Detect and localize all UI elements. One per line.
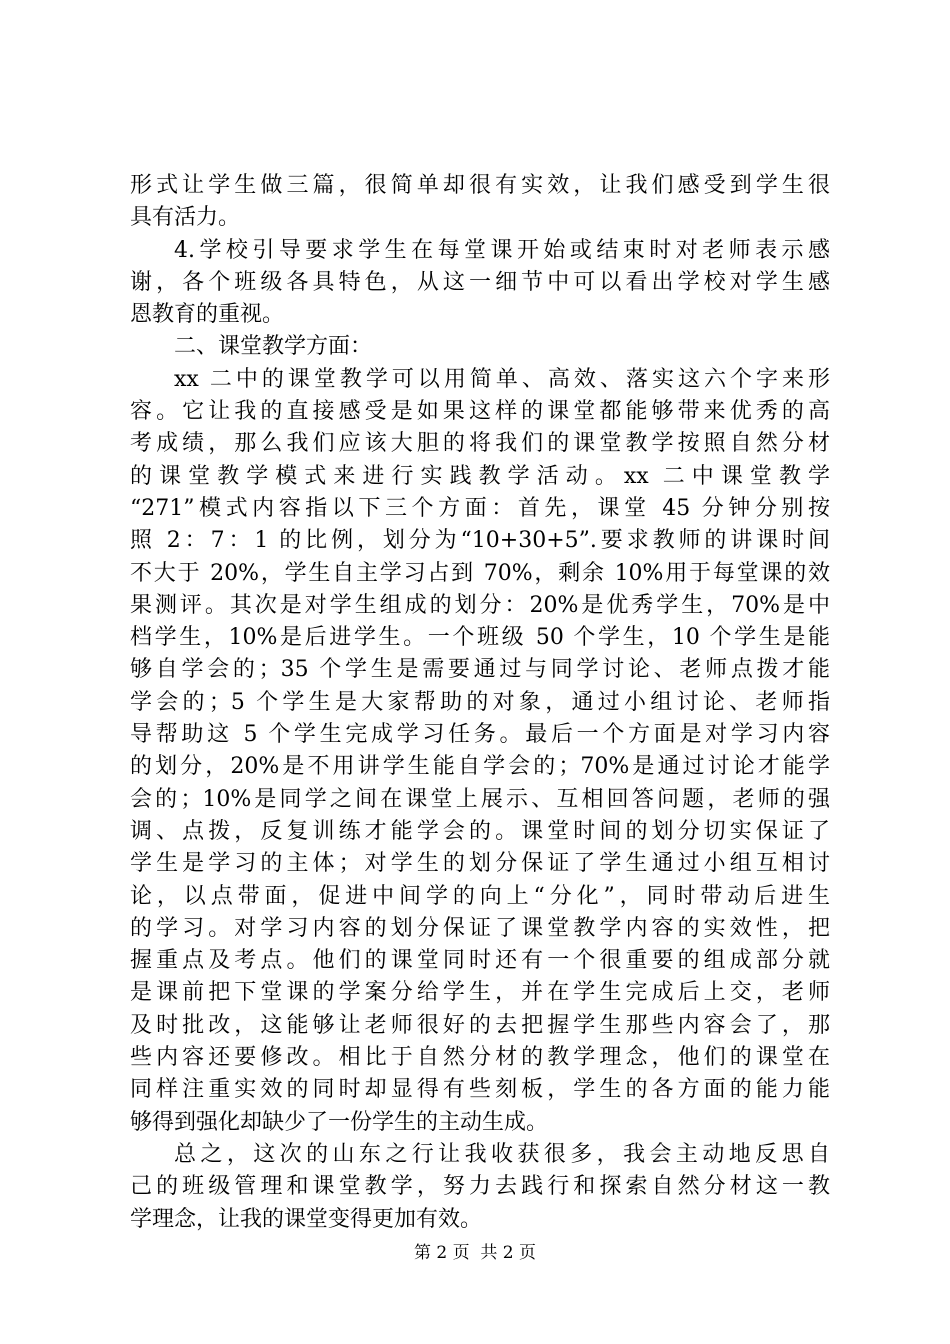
text-line: 是课前把下堂课的学案分给学生，并在学生完成后上交，老师 xyxy=(130,980,830,1006)
text-line: 够自学会的；35 个学生是需要通过与同学讨论、老师点拨才能 xyxy=(130,657,830,683)
text-line: 学理念，让我的课堂变得更加有效。 xyxy=(130,1206,483,1232)
text-line: 够得到强化却缺少了一份学生的主动生成。 xyxy=(130,1109,549,1135)
text-line: 调、点拨，反复训练才能学会的。课堂时间的划分切实保证了 xyxy=(130,818,830,844)
text-line: 总之，这次的山东之行让我收获很多，我会主动地反思自 xyxy=(174,1141,830,1167)
text-line: 学生是学习的主体；对学生的划分保证了学生通过小组互相讨 xyxy=(130,851,830,877)
text-line: 考成绩，那么我们应该大胆的将我们的课堂教学按照自然分材 xyxy=(130,431,830,457)
text-line: 同样注重实效的同时却显得有些刻板，学生的各方面的能力能 xyxy=(130,1077,830,1103)
text-line: 恩教育的重视。 xyxy=(130,302,285,328)
text-line: xx 二中的课堂教学可以用简单、高效、落实这六个字来形 xyxy=(174,366,830,392)
text-line: 果测评。其次是对学生组成的划分：20%是优秀学生，70%是中 xyxy=(130,592,830,618)
text-line: 谢，各个班级各具特色，从这一细节中可以看出学校对学生感 xyxy=(130,269,830,295)
text-line: 二、课堂教学方面： xyxy=(174,334,373,360)
text-line: 的划分，20%是不用讲学生能自学会的；70%是通过讨论才能学 xyxy=(130,754,830,780)
text-line: 的课堂教学模式来进行实践教学活动。xx 二中课堂教学 xyxy=(130,463,830,489)
text-line: 论，以点带面，促进中间学的向上“分化”，同时带动后进生 xyxy=(130,883,830,909)
text-line: 容。它让我的直接感受是如果这样的课堂都能够带来优秀的高 xyxy=(130,399,830,425)
page-footer xyxy=(0,1242,950,1264)
text-line: “271”模式内容指以下三个方面：首先，课堂 45 分钟分别按 xyxy=(130,495,830,521)
text-line: 导帮助这 5 个学生完成学习任务。最后一个方面是对学习内容 xyxy=(130,722,830,748)
text-line: 及时批改，这能够让老师很好的去把握学生那些内容会了，那 xyxy=(130,1012,830,1038)
text-line: 的学习。对学习内容的划分保证了课堂教学内容的实效性，把 xyxy=(130,915,830,941)
text-line: 己的班级管理和课堂教学，努力去践行和探索自然分材这一教 xyxy=(130,1174,830,1200)
page-number-label: 第 2 页 共 2 页 xyxy=(413,1243,537,1263)
text-line: 学会的；5 个学生是大家帮助的对象，通过小组讨论、老师指 xyxy=(130,689,830,715)
text-line: 4.学校引导要求学生在每堂课开始或结束时对老师表示感 xyxy=(174,237,830,263)
text-line: 档学生，10%是后进学生。一个班级 50 个学生，10 个学生是能 xyxy=(130,625,830,651)
text-line: 不大于 20%，学生自主学习占到 70%，剩余 10%用于每堂课的效 xyxy=(130,560,830,586)
document-body xyxy=(130,170,830,1236)
text-line: 握重点及考点。他们的课堂同时还有一个很重要的组成部分就 xyxy=(130,948,830,974)
text-line: 些内容还要修改。相比于自然分材的教学理念，他们的课堂在 xyxy=(130,1045,830,1071)
text-line: 形式让学生做三篇，很简单却很有实效，让我们感受到学生很 xyxy=(130,173,830,198)
text-line: 会的；10%是同学之间在课堂上展示、互相回答问题，老师的强 xyxy=(130,786,830,812)
text-line: 照 2：7：1 的比例，划分为“10+30+5”.要求教师的讲课时间 xyxy=(130,528,830,554)
text-line: 具有活力。 xyxy=(130,205,241,231)
